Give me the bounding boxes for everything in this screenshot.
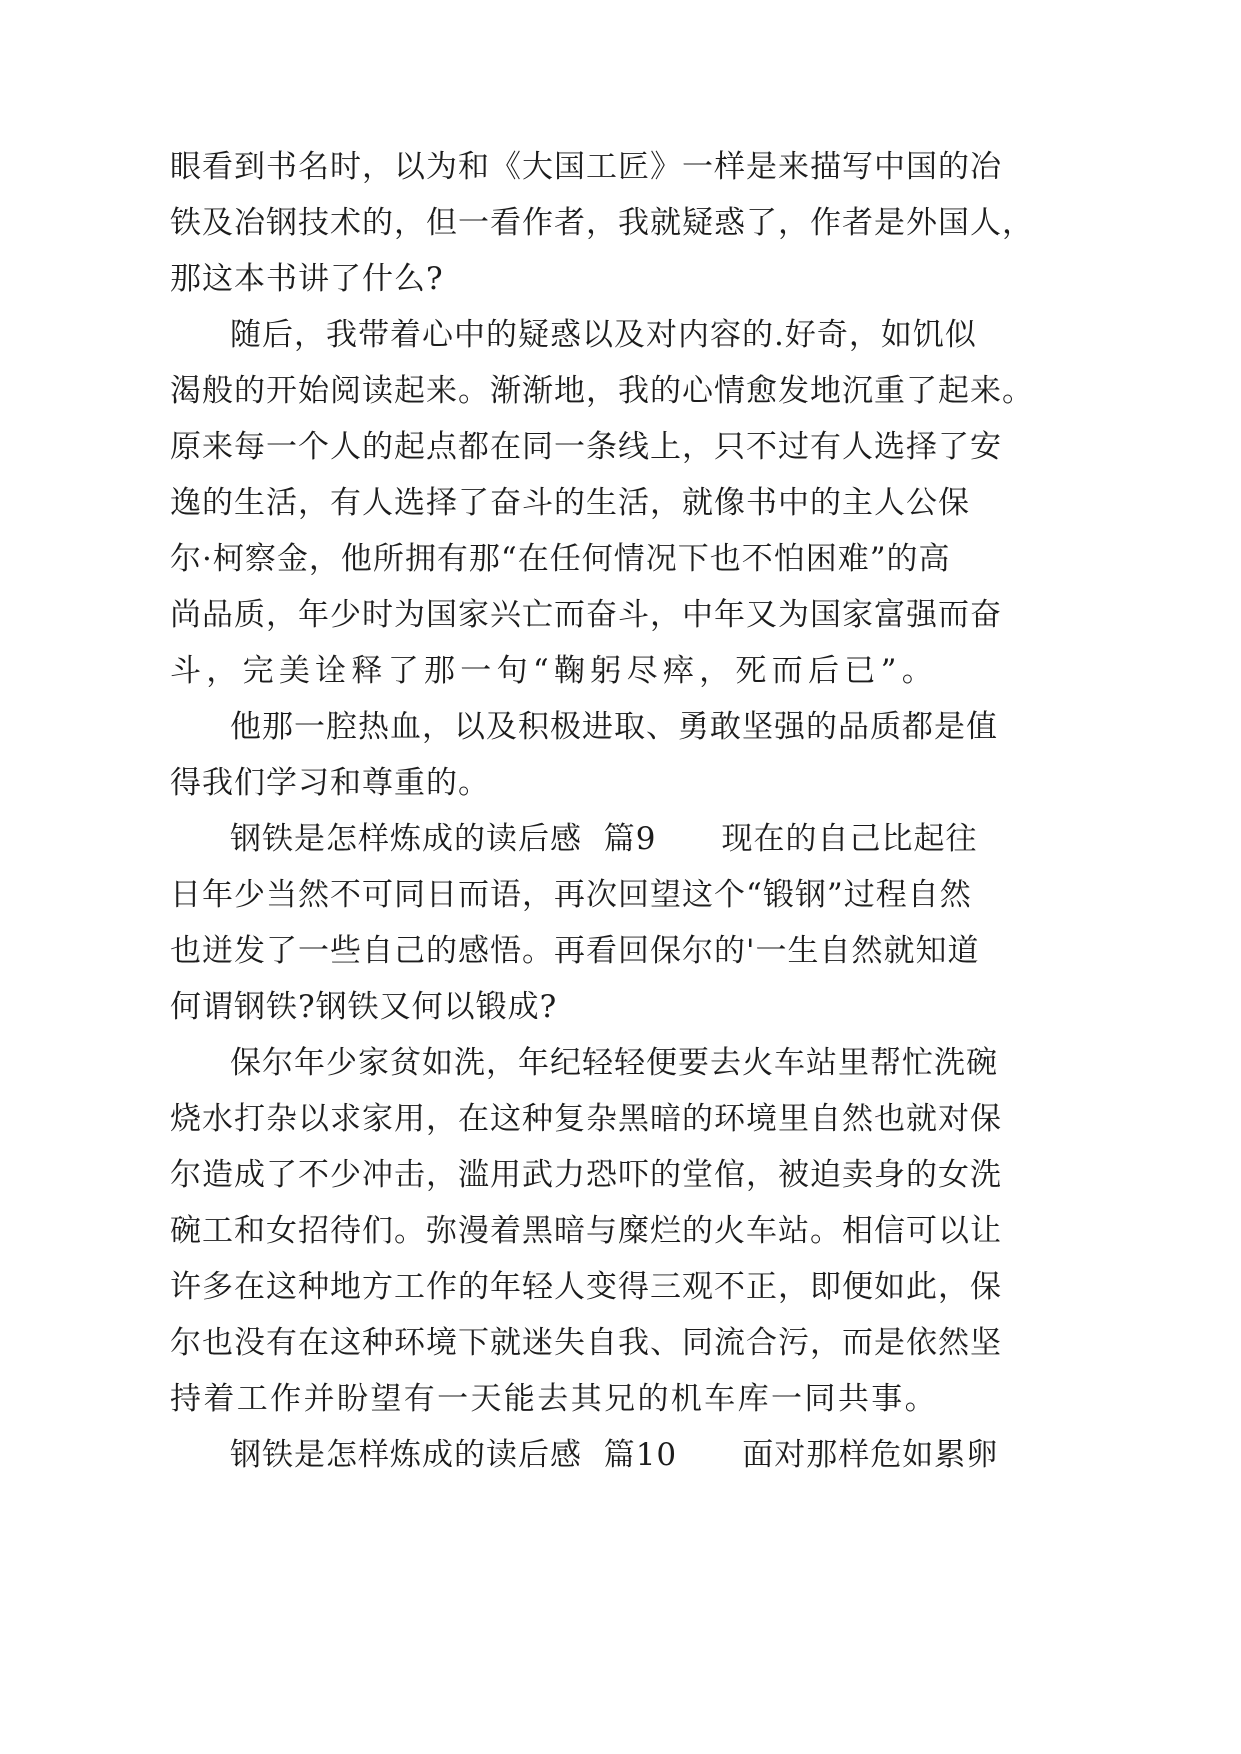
text-line: 烧水打杂以求家用，在这种复杂黑暗的环境里自然也就对保 — [170, 1101, 1002, 1137]
text-line: 铁及冶钢技术的，但一看作者，我就疑惑了，作者是外国人， — [170, 205, 1034, 241]
text-line: 保尔年少家贫如洗，年纪轻轻便要去火车站里帮忙洗碗 — [230, 1045, 998, 1081]
text-line: 尔·柯察金，他所拥有那“在任何情况下也不怕困难”的高 — [170, 541, 951, 577]
text-line: 尚品质，年少时为国家兴亡而奋斗，中年又为国家富强而奋 — [170, 597, 1002, 633]
text-line: 钢铁是怎样炼成的读后感 篇9 现在的自己比起往 — [230, 821, 978, 857]
text-line: 他那一腔热血，以及积极进取、勇敢坚强的品质都是值 — [230, 709, 998, 745]
text-line: 持着工作并盼望有一天能去其兄的机车库一同共事。 — [170, 1381, 938, 1417]
text-line: 原来每一个人的起点都在同一条线上，只不过有人选择了安 — [170, 429, 1002, 465]
text-line: 随后，我带着心中的疑惑以及对内容的.好奇，如饥似 — [230, 317, 977, 353]
text-line: 许多在这种地方工作的年轻人变得三观不正，即便如此，保 — [170, 1269, 1002, 1305]
text-line: 也迸发了一些自己的感悟。再看回保尔的'一生自然就知道 — [170, 933, 980, 969]
text-line: 尔造成了不少冲击，滥用武力恐吓的堂倌，被迫卖身的女洗 — [170, 1157, 1002, 1193]
text-line: 渴般的开始阅读起来。渐渐地，我的心情愈发地沉重了起来。 — [170, 373, 1034, 409]
text-line: 逸的生活，有人选择了奋斗的生活，就像书中的主人公保 — [170, 485, 970, 521]
text-line: 斗，完美诠释了那一句“鞠躬尽瘁，死而后已”。 — [170, 653, 938, 689]
text-line: 日年少当然不可同日而语，再次回望这个“锻钢”过程自然 — [170, 877, 972, 913]
text-line: 碗工和女招待们。弥漫着黑暗与糜烂的火车站。相信可以让 — [170, 1213, 1002, 1249]
text-line: 何谓钢铁?钢铁又何以锻成? — [170, 989, 558, 1025]
text-line: 眼看到书名时，以为和《大国工匠》一样是来描写中国的冶 — [170, 149, 1002, 185]
text-line: 得我们学习和尊重的。 — [170, 765, 490, 801]
text-line: 那这本书讲了什么? — [170, 261, 444, 297]
text-line: 尔也没有在这种环境下就迷失自我、同流合污，而是依然坚 — [170, 1325, 1002, 1361]
text-line: 钢铁是怎样炼成的读后感 篇10 面对那样危如累卵 — [230, 1437, 999, 1473]
